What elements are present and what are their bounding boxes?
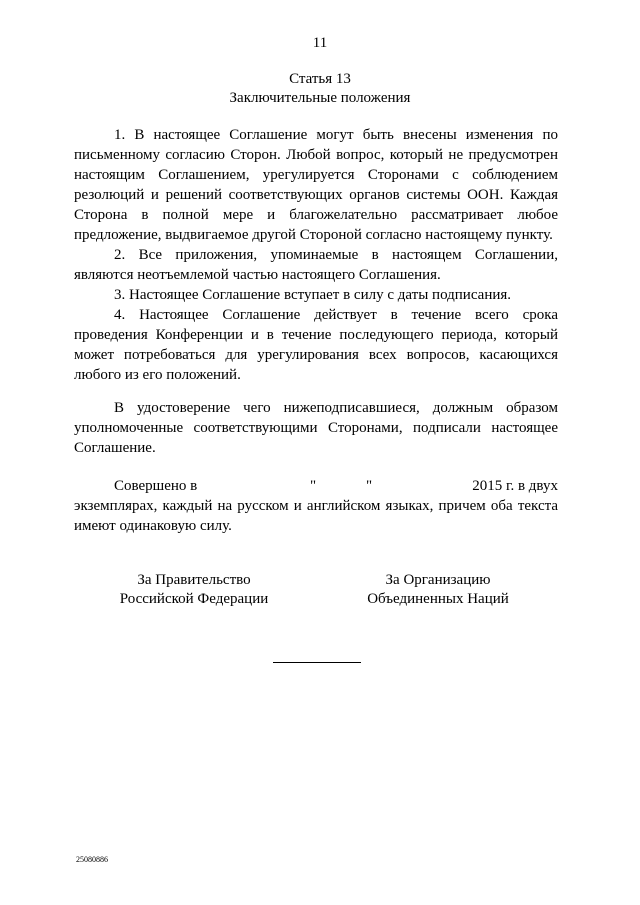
document-code: 25080886 [76, 855, 108, 864]
paragraph-1: 1. В настоящее Соглашение могут быть внесены изменения по письменному согласию Сторон. Любой вопрос, который не предусмотрен настоящим Соглашением, урегулируется Сторонами с соблюдением резолюций и решений соответствующих органов системы ООН. Каждая Сторона в полной мере и благожелательно рассматривает любое предложение, выдвигаемое другой Стороной согласно настоящему пункту. [74, 127, 558, 243]
signatory-united-nations [318, 571, 558, 609]
paragraph-3: 3. Настоящее Соглашение вступает в силу с даты подписания. [114, 287, 512, 303]
signatory-left-line2: Российской Федерации [119, 591, 269, 607]
paragraph-4: 4. Настоящее Соглашение действует в течение всего срока проведения Конференции и в течение последующего периода, который может потребоваться для урегулирования всех вопросов, касающихся любого из его положений. [74, 307, 558, 383]
done-at-rest: экземплярах, каждый на русском и английском языках, причем оба текста имеют одинаковую силу. [74, 498, 558, 534]
done-date-quote-close: " [366, 478, 373, 494]
done-at-first-line [74, 476, 558, 496]
article-title: Заключительные положения [229, 90, 411, 106]
certification-text: В удостоверение чего нижеподписавшиеся, должным образом уполномоченные соответствующими Сторонами, подписали настоящее Соглашение. [74, 400, 558, 456]
paragraph-2: 2. Все приложения, упоминаемые в настоящем Соглашении, являются неотъемлемой частью настоящего Соглашения. [74, 247, 558, 283]
signatory-right-line2: Объединенных Наций [367, 591, 509, 607]
article-number: Статья 13 [289, 71, 351, 87]
done-at-prefix: Совершено в [114, 478, 198, 494]
done-date-quote-open: " [310, 478, 317, 494]
article-paragraphs [74, 125, 558, 385]
article-heading [0, 70, 640, 108]
done-year: 2015 г. в двух [472, 478, 558, 494]
closing-rule [273, 662, 361, 663]
certification-block [74, 398, 558, 458]
done-at-block [74, 476, 558, 536]
signatory-russian-federation [74, 571, 314, 609]
page-number: 11 [312, 35, 328, 51]
signatory-right-line1: За Организацию [385, 572, 491, 588]
signatory-left-line1: За Правительство [137, 572, 251, 588]
